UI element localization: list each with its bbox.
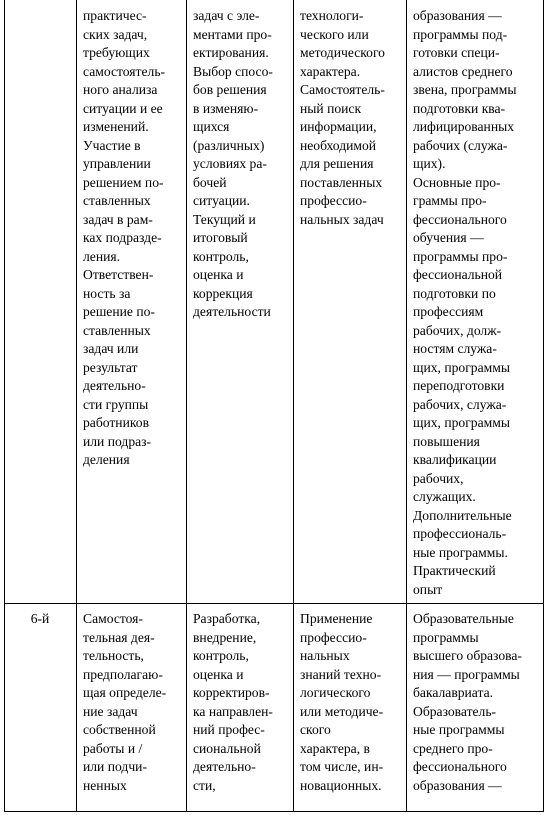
cell-text-line: ектирования. <box>193 45 269 60</box>
cell-text-line: ность за <box>83 285 131 301</box>
cell-text-line: ского <box>300 722 331 737</box>
cell-text-line: (различных) <box>193 137 265 153</box>
cell-text-line: ментами про- <box>193 26 272 42</box>
cell-text-line: бакалавриата. <box>413 685 494 700</box>
cell-text-line: фессиональной <box>413 267 503 282</box>
cell-text-line: Выбор спосо- <box>193 63 273 79</box>
cell-text-line: ка направлен- <box>193 703 273 719</box>
cell-text-line: ставленных <box>83 193 151 208</box>
row-divider <box>4 603 544 604</box>
cell-text-line: опыт <box>413 581 443 597</box>
cell-text-line: Участие в <box>83 137 141 153</box>
cell-text-line: сти, <box>193 777 216 793</box>
cell-text-line: Разработка, <box>193 611 261 626</box>
cell-text-line: собственной <box>83 722 156 737</box>
row1-skills-cell <box>293 0 406 603</box>
cell-text-line: ках подразде- <box>83 230 162 245</box>
cell-text-line: готовки специ- <box>413 45 500 60</box>
cell-text-line: щих). <box>413 156 446 171</box>
cell-text-line: бочей <box>193 174 227 190</box>
cell-text-line: переподготовки <box>413 378 505 393</box>
cell-text-line: звена, программы <box>413 82 517 97</box>
cell-text-line: том числе, ин- <box>300 759 384 774</box>
cell-text-line: итоговый <box>193 230 248 245</box>
cell-text-line: работников <box>83 415 149 430</box>
cell-text-line: оценка и <box>193 666 244 682</box>
cell-text-line: информации, <box>300 119 377 134</box>
cell-text-line: фессионального <box>413 211 507 227</box>
cell-text-line: рабочих (служа- <box>413 137 508 153</box>
cell-text-line: результат <box>83 359 138 375</box>
cell-text-line: ненных <box>83 777 127 793</box>
cell-text-line: образования — <box>413 8 502 23</box>
cell-text-line: характера, в <box>300 740 370 756</box>
cell-text-line: необходимой <box>300 137 377 153</box>
row2-education-cell <box>406 603 544 812</box>
row2-skills-cell <box>293 603 406 812</box>
row1-tasks-cell <box>186 0 293 603</box>
cell-text-line: технологи- <box>300 8 364 23</box>
cell-text-line: самостоятель- <box>83 63 166 79</box>
cell-text-line: нальных <box>300 648 350 663</box>
cell-text-line: граммы про- <box>413 193 487 208</box>
table-border-bottom <box>4 811 544 812</box>
cell-text-line: высшего образова- <box>413 648 522 663</box>
row2-level-cell <box>4 603 76 812</box>
cell-text-line: сти группы <box>83 396 149 412</box>
cell-text-line: тельная дея- <box>83 629 155 645</box>
cell-text-line: поставленных <box>300 174 383 190</box>
column-divider-4 <box>406 0 407 812</box>
cell-text-line: Текущий и <box>193 211 256 227</box>
cell-text-line: оценка и <box>193 267 244 282</box>
cell-text-line: контроль, <box>193 248 249 264</box>
cell-text-line: или подчи- <box>83 759 147 774</box>
cell-text-line: ные программы <box>413 722 505 737</box>
cell-text-line: задач с эле- <box>193 8 260 23</box>
cell-text-line: характера. <box>300 63 361 79</box>
cell-text-line: ние задач <box>83 703 138 719</box>
cell-text-line: рабочих, служа- <box>413 396 507 412</box>
cell-text-line: ставленных <box>83 322 151 338</box>
row2-tasks-cell <box>186 603 293 812</box>
cell-text-line: Практический <box>413 563 496 578</box>
cell-text-line: предполагаю- <box>83 666 163 682</box>
cell-text-line: программы про- <box>413 248 508 264</box>
cell-text-line: лифицированных <box>413 119 515 134</box>
row1-level-cell <box>4 0 76 603</box>
cell-text-line: щая определе- <box>83 685 167 700</box>
cell-text-line: профессио- <box>300 193 367 208</box>
row1-education-cell <box>406 0 544 603</box>
cell-text-line: квалификации <box>413 452 497 467</box>
cell-text-line: новационных. <box>300 777 382 793</box>
cell-text-line: деятельности <box>193 304 271 319</box>
row2-level: 6-й <box>30 611 50 626</box>
row1-responsibility-cell <box>76 0 186 603</box>
cell-text-line: бов решения <box>193 82 267 97</box>
cell-text-line: деятельно- <box>193 759 256 774</box>
cell-text-line: обучения — <box>413 230 484 245</box>
cell-text-line: тельность, <box>83 648 144 663</box>
cell-text-line: сиональной <box>193 740 261 756</box>
cell-text-line: щих, программы <box>413 359 510 375</box>
cell-text-line: повышения <box>413 433 480 449</box>
cell-text-line: фессионального <box>413 759 507 774</box>
cell-text-line: программы под- <box>413 26 508 42</box>
row2-responsibility-cell <box>76 603 186 812</box>
cell-text-line: или методиче- <box>300 703 384 719</box>
cell-text-line: ческого или <box>300 26 369 42</box>
cell-text-line: Применение <box>300 611 373 626</box>
cell-text-line: работы и / <box>83 740 143 756</box>
cell-text-line: образования — <box>413 777 502 793</box>
cell-text-line: методического <box>300 45 385 60</box>
cell-text-line: профессиональ- <box>413 526 507 541</box>
cell-text-line: нальных задач <box>300 211 384 227</box>
cell-text-line: знаний техно- <box>300 666 382 682</box>
cell-text-line: рабочих, долж- <box>413 322 502 338</box>
cell-text-line: ний профес- <box>193 722 265 737</box>
cell-text-line: решение по- <box>83 304 155 319</box>
cell-text-line: среднего про- <box>413 740 493 756</box>
cell-text-line: задач в рам- <box>83 211 153 227</box>
cell-text-line: для решения <box>300 156 374 171</box>
cell-text-line: ния — программы <box>413 666 520 682</box>
cell-text-line: ских задач, <box>83 26 148 42</box>
cell-text-line: ного анализа <box>83 82 158 97</box>
cell-text-line: контроль, <box>193 648 249 663</box>
cell-text-line: изменений. <box>83 119 149 134</box>
cell-text-line: профессио- <box>300 629 367 645</box>
cell-text-line: деления <box>83 452 130 467</box>
cell-text-line: щих, программы <box>413 415 510 430</box>
cell-text-line: щихся <box>193 119 230 134</box>
cell-text-line: Ответствен- <box>83 267 154 282</box>
cell-text-line: ный поиск <box>300 100 362 116</box>
table-border-left <box>4 0 5 812</box>
cell-text-line: управлении <box>83 156 151 171</box>
cell-text-line: рабочих, <box>413 470 464 486</box>
cell-text-line: или подраз- <box>83 433 152 449</box>
cell-text-line: задач или <box>83 341 139 356</box>
cell-text-line: Самостоя- <box>83 611 143 626</box>
cell-text-line: Дополнительные <box>413 507 512 523</box>
cell-text-line: профессиям <box>413 304 484 319</box>
cell-text-line: служащих. <box>413 489 476 504</box>
cell-text-line: решением по- <box>83 174 164 190</box>
column-divider-2 <box>186 0 187 812</box>
table-border-right <box>543 0 544 812</box>
cell-text-line: логического <box>300 685 371 700</box>
cell-text-line: корректиров- <box>193 685 270 700</box>
cell-text-line: практичес- <box>83 8 147 23</box>
cell-text-line: ные программы. <box>413 544 508 560</box>
cell-text-line: алистов среднего <box>413 63 513 79</box>
cell-text-line: подготовки ква- <box>413 100 506 116</box>
cell-text-line: Образовательные <box>413 611 514 626</box>
cell-text-line: ситуации и ее <box>83 100 163 116</box>
cell-text-line: Образователь- <box>413 703 497 719</box>
cell-text-line: в изменяю- <box>193 100 259 116</box>
cell-text-line: условиях ра- <box>193 156 267 171</box>
cell-text-line: ностям служа- <box>413 341 497 356</box>
cell-text-line: требующих <box>83 45 150 60</box>
cell-text-line: Самостоятель- <box>300 82 385 97</box>
cell-text-line: подготовки по <box>413 285 496 301</box>
cell-text-line: ления. <box>83 248 121 264</box>
cell-text-line: внедрение, <box>193 629 257 645</box>
cell-text-line: программы <box>413 629 479 645</box>
cell-text-line: Основные про- <box>413 174 501 190</box>
cell-text-line: деятельно- <box>83 378 146 393</box>
cell-text-line: ситуации. <box>193 193 250 208</box>
cell-text-line: коррекция <box>193 285 253 301</box>
column-divider-3 <box>293 0 294 812</box>
column-divider-1 <box>76 0 77 812</box>
